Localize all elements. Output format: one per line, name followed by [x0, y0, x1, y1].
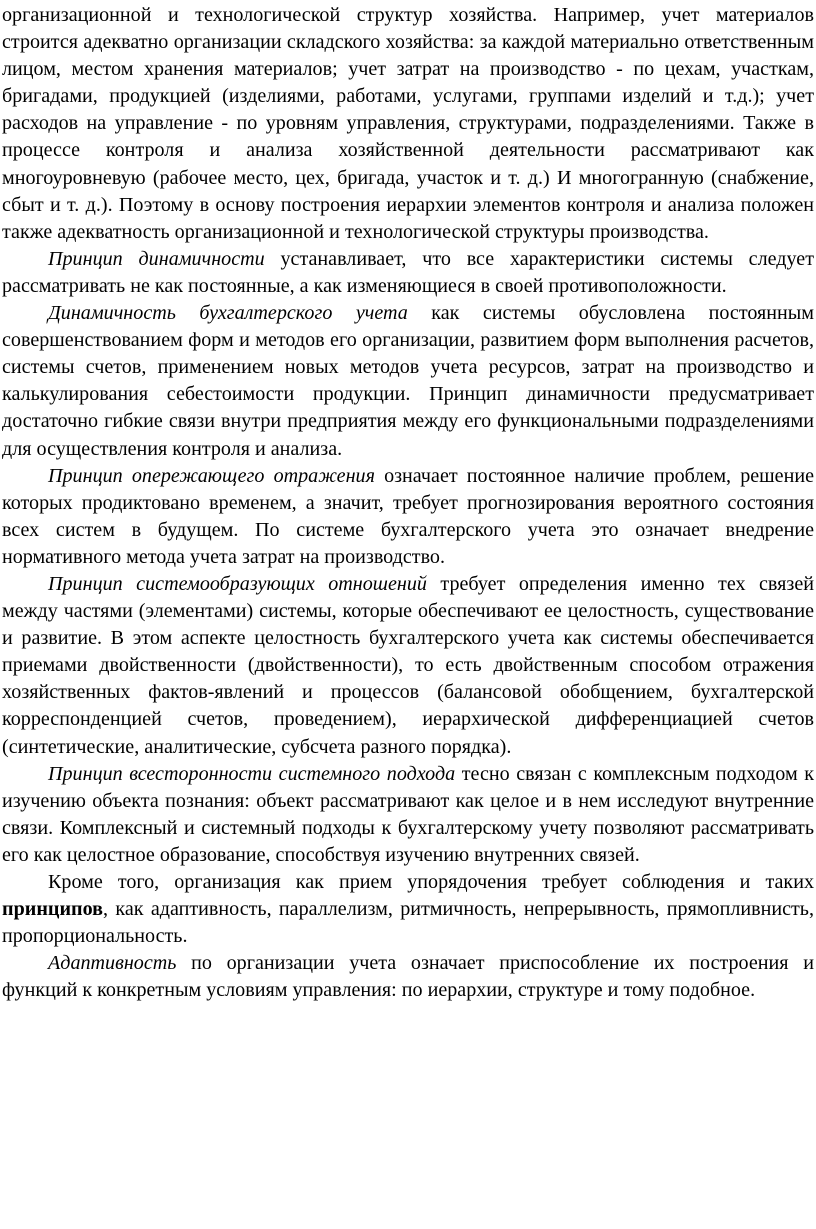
paragraph-dynamism-principle	[2, 246, 814, 300]
term-italic: Принцип динамичности	[48, 247, 265, 270]
paragraph-comprehensiveness	[2, 761, 814, 869]
term-italic: Адаптивность	[48, 952, 177, 975]
paragraph-text: требует определения именно тех связей между частями (элементами) системы, которые обеспечивают ее целостность, существование и развитие. В этом аспекте целостность бухгалтерского учета как системы обеспечивается приемами двойственности (двойственности), то есть двойственным способом отражения хозяйственных фактов-явлений и процессов (балансовой обобщением, бухгалтерской корреспонденцией счетов, проведением), иерархической дифференциацией счетов (синтетические, аналитические, субсчета разного порядка).	[2, 572, 814, 758]
paragraph-principles-list	[2, 869, 814, 950]
paragraph-adaptivity	[2, 950, 814, 1004]
term-bold: принципов	[2, 898, 104, 921]
paragraph-advance-reflection	[2, 463, 814, 571]
paragraph-text: Кроме того, организация как прием упорядочения требует соблюдения и таких	[48, 871, 814, 893]
term-italic: Принцип всесторонности системного подхода	[48, 762, 456, 785]
term-italic: Принцип опережающего отражения	[48, 464, 375, 487]
paragraph-system-forming-relations	[2, 571, 814, 761]
paragraph-text: означает постоянное наличие проблем, решение которых продиктовано временем, а значит, требует прогнозирования вероятного состояния всех систем в будущем. По системе бухгалтерского учета это означает внедрение нормативного метода учета затрат на производство.	[2, 464, 814, 568]
paragraph-text-tail: , как адаптивность, параллелизм, ритмичность, непрерывность, прямопливнисть, пропорциональность.	[2, 898, 814, 948]
paragraph-text: тесно связан с комплексным подходом к изучению объекта познания: объект рассматривают как целое и в нем исследуют внутренние связи. Комплексный и системный подходы к бухгалтерскому учету позволяют рассматривать его как целостное образование, способствуя изучению внутренних связей.	[2, 762, 814, 866]
term-italic: Динамичность бухгалтерского учета	[48, 302, 408, 325]
paragraph-text: организационной и технологической структур хозяйства. Например, учет материалов строится адекватно организации складского хозяйства: за каждой материально ответственным лицом, местом хранения материалов; учет затрат на производство - по цехам, участкам, бригадами, продукцией (изделиями, работами, услугами, группами изделий и т.д.); учет расходов на управление - по уровням управления, структурами, подразделениями. Также в процессе контроля и анализа хозяйственной деятельности рассматривают как многоуровневую (рабочее место, цех, бригада, участок и т. д.) И многогранную (снабжение, сбыт и т. д.). Поэтому в основу построения иерархии элементов контроля и анализа положен также адекватность организационной и технологической структуры производства.	[2, 4, 814, 243]
paragraph-text: по организации учета означает приспособление их построения и функций к конкретным условиям управления: по иерархии, структуре и тому подобное.	[2, 952, 814, 1002]
paragraph-continuation	[2, 2, 814, 246]
paragraph-text: устанавливает, что все характеристики системы следует рассматривать не как постоянные, а как изменяющиеся в своей противоположности.	[2, 247, 814, 297]
paragraph-accounting-dynamism	[2, 300, 814, 463]
paragraph-text: как системы обусловлена постоянным совершенствованием форм и методов его организации, развитием форм выполнения расчетов, системы счетов, применением новых методов учета ресурсов, затрат на производство и калькулирования себестоимости продукции. Принцип динамичности предусматривает достаточно гибкие связи внутри предприятия между его функциональными подразделениями для осуществления контроля и анализа.	[2, 302, 814, 460]
term-italic: Принцип системообразующих отношений	[48, 572, 427, 595]
